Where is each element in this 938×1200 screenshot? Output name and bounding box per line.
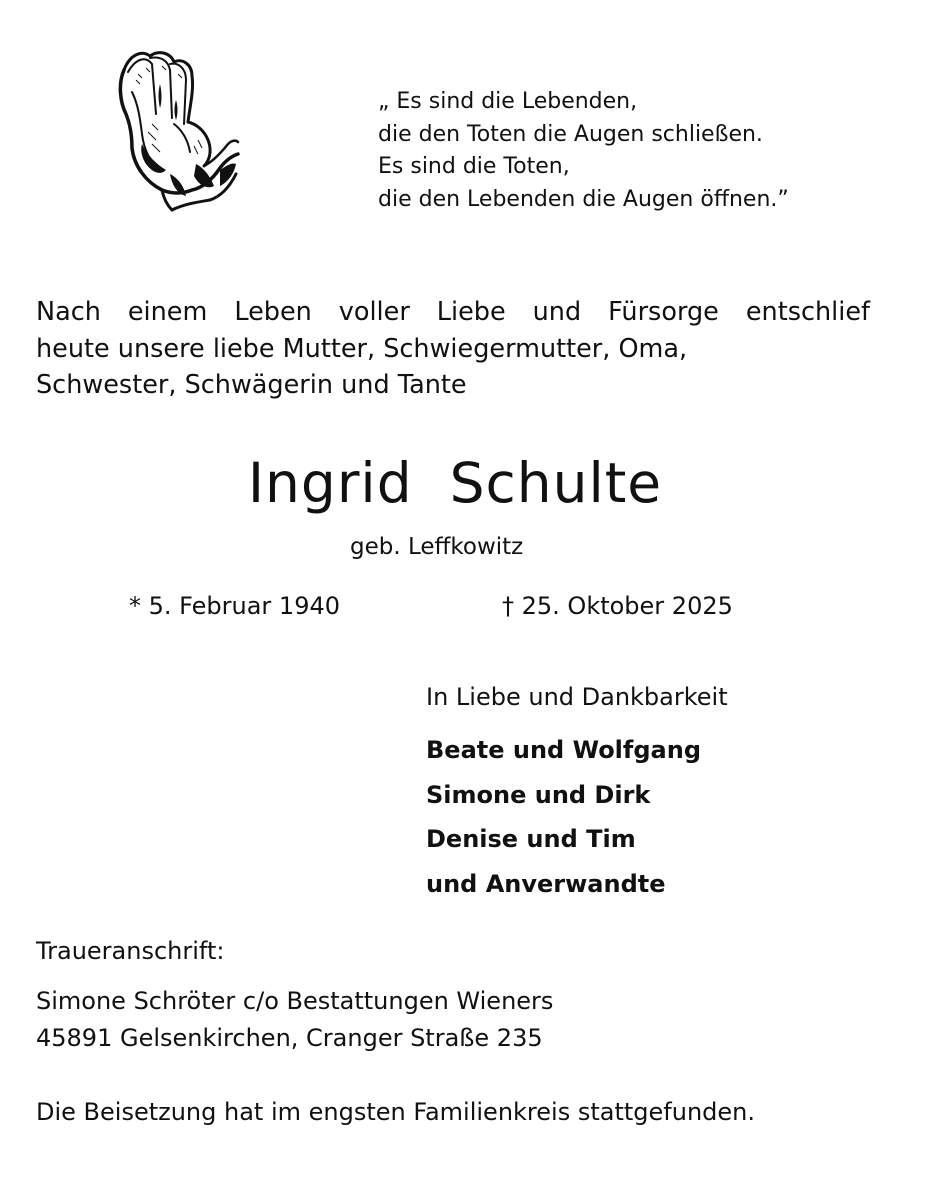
intro-line: heute unsere liebe Mutter, Schwiegermutter, Oma, — [36, 333, 688, 364]
intro-line: Schwester, Schwägerin und Tante — [36, 370, 467, 400]
address-label: Traueranschrift: — [36, 937, 225, 965]
quote-line: „ Es sind die Lebenden, — [378, 89, 638, 114]
quote-line: die den Toten die Augen schließen. — [378, 121, 763, 147]
address-line: 45891 Gelsenkirchen, Cranger Straße 235 — [36, 1023, 543, 1052]
mourner-name: Denise und Tim — [426, 825, 636, 853]
quote-line: Es sind die Toten, — [378, 154, 570, 179]
memorial-quote — [378, 86, 789, 216]
mourner-name: und Anverwandte — [426, 869, 666, 898]
mourner-name: Simone und Dirk — [426, 780, 651, 809]
birth-date: * 5. Februar 1940 — [129, 592, 341, 620]
mourner-name: Beate und Wolfgang — [426, 736, 701, 764]
address-line: Simone Schröter c/o Bestattungen Wieners — [36, 987, 554, 1015]
burial-note: Die Beisetzung hat im engsten Familienkreis stattgefunden. — [36, 1098, 755, 1126]
mourner-list — [426, 728, 701, 906]
quote-line: die den Lebenden die Augen öffnen.” — [378, 186, 789, 212]
praying-hands-icon — [112, 44, 240, 216]
gratitude-line: In Liebe und Dankbarkeit — [426, 683, 728, 711]
deceased-name: Ingrid Schulte — [247, 451, 663, 515]
intro-line: Nach einem Leben voller Liebe und Fürsorge entschlief — [36, 297, 870, 327]
intro-text — [36, 294, 870, 404]
maiden-name: geb. Leffkowitz — [350, 534, 524, 560]
mourning-address — [36, 983, 553, 1056]
death-date: † 25. Oktober 2025 — [502, 592, 733, 620]
